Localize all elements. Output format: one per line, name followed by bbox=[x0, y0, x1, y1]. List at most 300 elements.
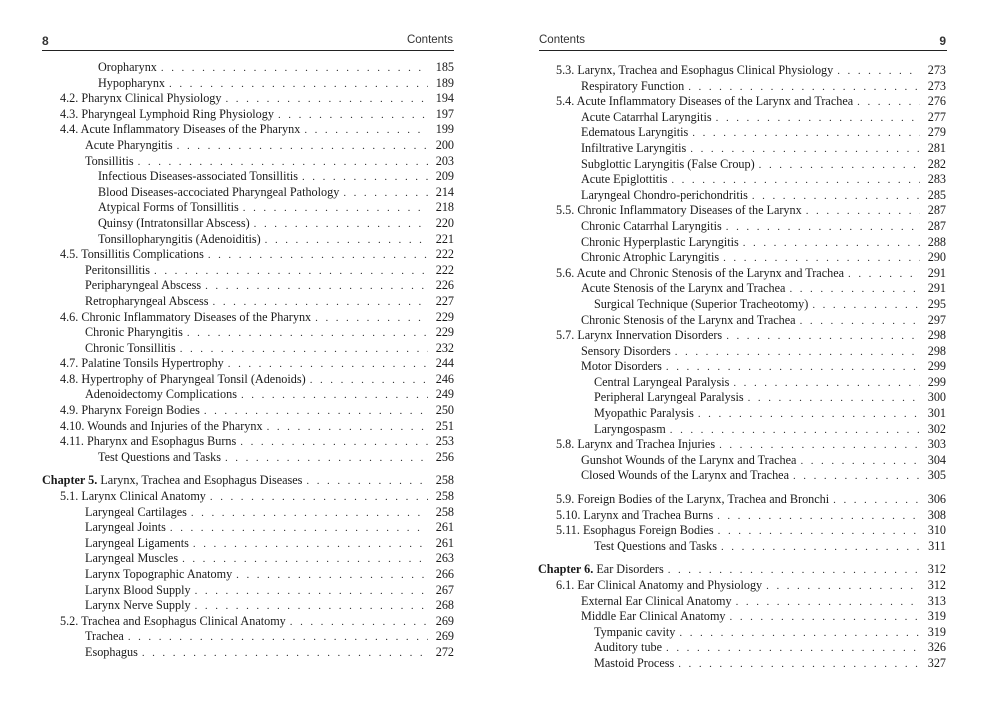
toc-page-number: 305 bbox=[927, 468, 946, 483]
entry-text: Subglottic Laryngitis (False Croup) bbox=[581, 156, 755, 171]
entry-text: Chronic Pharyngitis bbox=[85, 325, 183, 340]
toc-entry[interactable] bbox=[538, 422, 946, 438]
entry-text: Larynx Nerve Supply bbox=[85, 598, 191, 613]
dot-leader bbox=[743, 236, 920, 252]
toc-entry[interactable] bbox=[42, 403, 454, 419]
toc-entry[interactable] bbox=[538, 437, 946, 453]
dot-leader bbox=[733, 376, 920, 392]
entry-text: 5.6. Acute and Chronic Stenosis of the Larynx and Trachea bbox=[556, 265, 845, 280]
entry-text: Blood Diseases-accociated Pharyngeal Pathology bbox=[98, 184, 340, 199]
toc-entry[interactable] bbox=[538, 375, 946, 391]
toc-entry[interactable] bbox=[42, 185, 454, 201]
toc-entry[interactable] bbox=[538, 172, 946, 188]
entry-text: Chronic Catarrhal Laryngitis bbox=[581, 218, 722, 233]
toc-entry-title bbox=[556, 203, 802, 219]
toc-page-number: 306 bbox=[927, 492, 946, 507]
toc-entry[interactable] bbox=[42, 387, 454, 403]
toc-entry[interactable] bbox=[42, 122, 454, 138]
dot-leader bbox=[726, 329, 920, 345]
toc-entry-title bbox=[60, 310, 311, 326]
toc-page-number: 221 bbox=[435, 231, 454, 246]
toc-entry[interactable] bbox=[42, 567, 454, 583]
dot-leader bbox=[208, 248, 428, 264]
dot-leader bbox=[833, 493, 920, 509]
toc-entry[interactable] bbox=[42, 263, 454, 279]
toc-entry-title bbox=[556, 266, 844, 282]
toc-page-number: 199 bbox=[435, 122, 454, 137]
entry-text: Gunshot Wounds of the Larynx and Trachea bbox=[581, 452, 797, 467]
header-rule bbox=[42, 50, 454, 51]
toc-entry-title bbox=[85, 536, 189, 552]
toc-page-number: 232 bbox=[435, 340, 454, 355]
toc-entry[interactable] bbox=[538, 539, 946, 555]
toc-entry[interactable] bbox=[538, 359, 946, 375]
toc-page-number: 229 bbox=[435, 325, 454, 340]
toc-entry[interactable] bbox=[42, 489, 454, 505]
dot-leader bbox=[688, 80, 920, 96]
entry-text: Respiratory Function bbox=[581, 78, 685, 93]
dot-leader bbox=[210, 490, 428, 506]
entry-text: 4.8. Hypertrophy of Pharyngeal Tonsil (Adenoids) bbox=[60, 371, 306, 386]
entry-text: Larynx Topographic Anatomy bbox=[85, 567, 233, 581]
dot-leader bbox=[180, 342, 428, 358]
toc-entry-title bbox=[581, 359, 662, 375]
entry-text: Central Laryngeal Paralysis bbox=[594, 374, 730, 389]
toc-entry[interactable] bbox=[42, 169, 454, 185]
toc-entry[interactable] bbox=[42, 551, 454, 567]
entry-text: Chronic Tonsillitis bbox=[85, 340, 176, 355]
toc-entry-title bbox=[556, 578, 762, 594]
dot-leader bbox=[228, 357, 428, 373]
entry-text: 5.11. Esophagus Foreign Bodies bbox=[556, 523, 714, 538]
toc-page-number: 249 bbox=[435, 387, 454, 402]
dot-leader bbox=[182, 552, 428, 568]
toc-entry[interactable] bbox=[42, 614, 454, 630]
dot-leader bbox=[690, 142, 920, 158]
toc-entry-title bbox=[85, 520, 166, 536]
toc-entry-title bbox=[85, 505, 187, 521]
entry-text: Larynx Blood Supply bbox=[85, 582, 191, 597]
dot-leader bbox=[736, 595, 920, 611]
toc-entry[interactable] bbox=[42, 232, 454, 248]
toc-entry[interactable] bbox=[42, 450, 454, 466]
toc-entry[interactable] bbox=[538, 492, 946, 508]
toc-page-number: 226 bbox=[435, 278, 454, 293]
toc-entry[interactable] bbox=[538, 141, 946, 157]
dot-leader bbox=[848, 267, 920, 283]
dot-leader bbox=[719, 438, 920, 454]
toc-entry[interactable] bbox=[42, 76, 454, 92]
toc-entry[interactable] bbox=[42, 598, 454, 614]
entry-text: Trachea bbox=[85, 629, 124, 644]
toc-page-number: 299 bbox=[927, 359, 946, 374]
dot-leader bbox=[161, 61, 428, 77]
toc-entry[interactable] bbox=[538, 390, 946, 406]
entry-text: Surgical Technique (Superior Tracheotomy) bbox=[594, 296, 809, 311]
toc-entry[interactable] bbox=[538, 203, 946, 219]
dot-leader bbox=[717, 509, 920, 525]
dot-leader bbox=[315, 311, 428, 327]
dot-leader bbox=[812, 298, 920, 314]
toc-page-number: 209 bbox=[435, 169, 454, 184]
toc-entry[interactable] bbox=[42, 629, 454, 645]
dot-leader bbox=[723, 251, 920, 267]
toc-page-number: 267 bbox=[435, 582, 454, 597]
toc-entry[interactable] bbox=[538, 79, 946, 95]
toc-entry-title bbox=[98, 60, 157, 76]
toc-entry[interactable] bbox=[42, 356, 454, 372]
toc-entry[interactable] bbox=[538, 266, 946, 282]
toc-entry-title bbox=[60, 434, 236, 450]
toc-entry-title bbox=[60, 489, 206, 505]
entry-text: 5.9. Foreign Bodies of the Larynx, Trachea and Bronchi bbox=[556, 492, 830, 507]
dot-leader bbox=[267, 420, 428, 436]
toc-page-number: 261 bbox=[435, 520, 454, 535]
toc-entry-title bbox=[60, 419, 263, 435]
toc-entry[interactable] bbox=[538, 250, 946, 266]
entry-text: Laryngeal Muscles bbox=[85, 551, 179, 566]
toc-page-number: 313 bbox=[927, 593, 946, 608]
toc-entry-title bbox=[581, 609, 726, 625]
toc-entry-title bbox=[581, 110, 712, 126]
toc-page-number: 310 bbox=[927, 523, 946, 538]
running-header: Contents bbox=[406, 34, 453, 46]
entry-text: 4.11. Pharynx and Esophagus Burns bbox=[60, 434, 237, 449]
toc-entry-title bbox=[581, 235, 739, 251]
toc-entry[interactable] bbox=[538, 125, 946, 141]
entry-text: Atypical Forms of Tonsillitis bbox=[98, 200, 239, 215]
dot-leader bbox=[837, 64, 920, 80]
toc-entry[interactable] bbox=[538, 328, 946, 344]
toc-entry-title bbox=[581, 125, 688, 141]
entry-text: Chronic Atrophic Laryngitis bbox=[581, 250, 720, 265]
toc-entry-title bbox=[98, 216, 250, 232]
toc-page-number: 299 bbox=[927, 374, 946, 389]
toc-entry[interactable] bbox=[42, 505, 454, 521]
toc-entry-title bbox=[85, 551, 178, 567]
entry-text: Adenoidectomy Complications bbox=[85, 387, 237, 402]
toc-entry[interactable] bbox=[42, 278, 454, 294]
dot-leader bbox=[290, 615, 428, 631]
toc-entry-title bbox=[85, 138, 173, 154]
toc-page-number: 291 bbox=[927, 265, 946, 280]
toc-entry[interactable] bbox=[538, 281, 946, 297]
toc-entry[interactable] bbox=[538, 625, 946, 641]
toc-page-number: 302 bbox=[927, 421, 946, 436]
dot-leader bbox=[225, 92, 428, 108]
toc-page-number: 258 bbox=[435, 504, 454, 519]
entry-text: 4.6. Chronic Inflammatory Diseases of the Pharynx bbox=[60, 309, 312, 324]
toc-entry[interactable] bbox=[42, 107, 454, 123]
dot-leader bbox=[716, 111, 920, 127]
toc-page-number: 276 bbox=[927, 94, 946, 109]
dot-leader bbox=[721, 540, 920, 556]
dot-leader bbox=[304, 123, 428, 139]
toc-entry-title bbox=[85, 341, 176, 357]
dot-leader bbox=[759, 158, 920, 174]
toc-entry-title bbox=[85, 294, 209, 310]
toc-entry[interactable] bbox=[538, 63, 946, 79]
toc-page-number: 277 bbox=[927, 109, 946, 124]
toc-page-number: 189 bbox=[435, 75, 454, 90]
toc-entry-title bbox=[594, 390, 744, 406]
toc-entry[interactable] bbox=[538, 297, 946, 313]
dot-leader bbox=[857, 95, 920, 111]
dot-leader bbox=[225, 451, 428, 467]
toc-entry[interactable] bbox=[538, 656, 946, 672]
toc-entry-title bbox=[60, 403, 200, 419]
toc-entry[interactable] bbox=[538, 578, 946, 594]
toc-page-number: 227 bbox=[435, 293, 454, 308]
entry-text: Hypopharynx bbox=[98, 75, 166, 90]
toc-page-number: 185 bbox=[435, 60, 454, 74]
toc-entry[interactable] bbox=[538, 406, 946, 422]
toc-entry-title bbox=[556, 94, 853, 110]
dot-leader bbox=[195, 584, 428, 600]
toc-page-number: 261 bbox=[435, 535, 454, 550]
entry-text: Chronic Stenosis of the Larynx and Trachea bbox=[581, 312, 796, 327]
toc-entry-title bbox=[85, 325, 183, 341]
entry-text: 5.2. Trachea and Esophagus Clinical Anatomy bbox=[60, 613, 286, 628]
entry-text: Laryngeal Joints bbox=[85, 520, 166, 535]
entry-text: Peripharyngeal Abscess bbox=[85, 278, 202, 293]
toc-entry[interactable] bbox=[538, 110, 946, 126]
toc-page-number: 285 bbox=[927, 187, 946, 202]
entry-text: 5.1. Larynx Clinical Anatomy bbox=[60, 489, 206, 504]
dot-leader bbox=[213, 295, 428, 311]
toc-entry[interactable] bbox=[42, 216, 454, 232]
toc-page-number: 273 bbox=[927, 78, 946, 93]
toc-entry[interactable] bbox=[42, 294, 454, 310]
toc-entry[interactable] bbox=[538, 188, 946, 204]
toc-entry[interactable] bbox=[538, 235, 946, 251]
toc-entry[interactable] bbox=[538, 453, 946, 469]
dot-leader bbox=[675, 345, 920, 361]
toc-entry[interactable] bbox=[538, 344, 946, 360]
toc-entry[interactable] bbox=[42, 91, 454, 107]
dot-leader bbox=[254, 217, 428, 233]
toc-entry[interactable] bbox=[538, 508, 946, 524]
toc-entry-title bbox=[60, 614, 286, 630]
toc-entry-title bbox=[556, 492, 829, 508]
page-number: 9 bbox=[939, 34, 946, 48]
dot-leader bbox=[692, 126, 920, 142]
toc-entry[interactable] bbox=[42, 247, 454, 263]
toc-entry[interactable] bbox=[42, 520, 454, 536]
dot-leader bbox=[204, 404, 428, 420]
toc-page-number: 222 bbox=[435, 262, 454, 277]
entry-text: Acute Epiglottitis bbox=[581, 172, 668, 187]
toc-entry[interactable] bbox=[538, 523, 946, 539]
toc-entry[interactable] bbox=[538, 609, 946, 625]
toc-entry-title bbox=[60, 107, 274, 123]
toc-page-number: 246 bbox=[435, 371, 454, 386]
toc-page-number: 311 bbox=[928, 538, 946, 553]
dot-leader bbox=[236, 568, 428, 584]
section-gap bbox=[538, 554, 946, 562]
dot-leader bbox=[138, 155, 428, 171]
entry-text: Retropharyngeal Abscess bbox=[85, 293, 209, 308]
entry-text: 4.10. Wounds and Injuries of the Pharynx bbox=[60, 418, 263, 433]
toc-page-number: 319 bbox=[927, 609, 946, 624]
toc-entry-title bbox=[594, 375, 729, 391]
toc-entry-title bbox=[581, 188, 748, 204]
toc-entry-title bbox=[85, 387, 237, 403]
toc-entry[interactable] bbox=[42, 536, 454, 552]
dot-leader bbox=[666, 360, 920, 376]
toc-page-number: 298 bbox=[927, 328, 946, 343]
toc-entry-title bbox=[85, 567, 232, 583]
toc-page-number: 273 bbox=[927, 63, 946, 77]
toc-entry[interactable] bbox=[42, 60, 454, 76]
toc-entry-title bbox=[556, 523, 714, 539]
toc-page-number: 287 bbox=[927, 218, 946, 233]
dot-leader bbox=[265, 233, 428, 249]
toc-list bbox=[42, 60, 454, 661]
toc-page-number: 304 bbox=[927, 452, 946, 467]
toc-page-number: 244 bbox=[435, 356, 454, 371]
toc-entry-title bbox=[85, 154, 134, 170]
toc-entry[interactable] bbox=[42, 200, 454, 216]
entry-text: Larynx, Trachea and Esophagus Diseases bbox=[100, 473, 303, 488]
toc-entry-title bbox=[556, 63, 833, 79]
toc-page-number: 251 bbox=[435, 418, 454, 433]
toc-page-number: 312 bbox=[927, 578, 946, 592]
toc-entry[interactable] bbox=[42, 645, 454, 661]
entry-text: Mastoid Process bbox=[594, 655, 675, 670]
chapter-label: Chapter 6. bbox=[538, 562, 594, 577]
entry-text: Laryngeal Chondro-perichondritis bbox=[581, 187, 748, 202]
toc-entry[interactable] bbox=[42, 434, 454, 450]
toc-entry-title bbox=[98, 232, 261, 248]
entry-text: Oropharynx bbox=[98, 60, 157, 74]
toc-entry[interactable] bbox=[538, 594, 946, 610]
entry-text: Tonsillitis bbox=[85, 153, 134, 168]
toc-page-number: 298 bbox=[927, 343, 946, 358]
entry-text: 5.8. Larynx and Trachea Injuries bbox=[556, 437, 716, 452]
dot-leader bbox=[241, 388, 428, 404]
dot-leader bbox=[730, 610, 920, 626]
toc-entry-title bbox=[85, 263, 150, 279]
toc-page-number: 253 bbox=[435, 434, 454, 449]
dot-leader bbox=[240, 435, 428, 451]
toc-entry-title bbox=[594, 297, 808, 313]
toc-entry[interactable] bbox=[538, 313, 946, 329]
dot-leader bbox=[343, 186, 428, 202]
toc-entry-title bbox=[85, 645, 138, 661]
dot-leader bbox=[310, 373, 428, 389]
entry-text: 5.3. Larynx, Trachea and Esophagus Clinical Physiology bbox=[556, 63, 834, 77]
dot-leader bbox=[302, 170, 428, 186]
toc-page-number: 287 bbox=[927, 203, 946, 218]
toc-entry[interactable] bbox=[538, 640, 946, 656]
entry-text: Closed Wounds of the Larynx and Trachea bbox=[581, 468, 789, 483]
entry-text: Test Questions and Tasks bbox=[98, 449, 221, 464]
toc-entry-title bbox=[98, 200, 239, 216]
toc-entry-title bbox=[594, 539, 717, 555]
dot-leader bbox=[128, 630, 428, 646]
dot-leader bbox=[679, 626, 920, 642]
toc-entry-title bbox=[85, 583, 191, 599]
entry-text: 4.5. Tonsillitis Complications bbox=[60, 247, 204, 262]
toc-entry[interactable] bbox=[42, 372, 454, 388]
page-number: 8 bbox=[42, 34, 49, 48]
section-gap bbox=[538, 484, 946, 492]
toc-page-number: 303 bbox=[927, 437, 946, 452]
dot-leader bbox=[195, 599, 428, 615]
toc-entry[interactable] bbox=[42, 154, 454, 170]
toc-entry-title bbox=[60, 372, 306, 388]
toc-entry-title bbox=[556, 328, 722, 344]
toc-page-number: 282 bbox=[927, 156, 946, 171]
toc-entry[interactable] bbox=[538, 157, 946, 173]
toc-entry-title bbox=[60, 247, 204, 263]
dot-leader bbox=[154, 264, 428, 280]
dot-leader bbox=[698, 407, 920, 423]
toc-entry-title bbox=[85, 629, 124, 645]
entry-text: 5.4. Acute Inflammatory Diseases of the Larynx and Trachea bbox=[556, 94, 854, 109]
toc-entry[interactable] bbox=[42, 583, 454, 599]
toc-entry-title bbox=[581, 468, 789, 484]
toc-page-number: 269 bbox=[435, 613, 454, 628]
toc-entry[interactable] bbox=[42, 310, 454, 326]
toc-entry[interactable] bbox=[42, 419, 454, 435]
toc-entry-title bbox=[85, 598, 191, 614]
entry-text: 5.7. Larynx Innervation Disorders bbox=[556, 328, 723, 343]
toc-page-number: 290 bbox=[927, 250, 946, 265]
dot-leader bbox=[806, 204, 920, 220]
toc-page-number: 288 bbox=[927, 234, 946, 249]
toc-page-number: 295 bbox=[927, 296, 946, 311]
toc-page-number: 222 bbox=[435, 247, 454, 262]
dot-leader bbox=[666, 641, 920, 657]
toc-entry-title bbox=[581, 281, 785, 297]
toc-chapter-entry[interactable] bbox=[42, 473, 454, 489]
toc-entry[interactable] bbox=[42, 325, 454, 341]
toc-entry-title bbox=[581, 219, 722, 235]
header-rule bbox=[539, 50, 947, 51]
toc-page-number: 308 bbox=[927, 507, 946, 522]
entry-text: 6.1. Ear Clinical Anatomy and Physiology bbox=[556, 578, 763, 592]
toc-chapter-entry[interactable] bbox=[538, 562, 946, 578]
entry-text: Acute Pharyngitis bbox=[85, 137, 173, 152]
dot-leader bbox=[142, 646, 428, 662]
entry-text: Motor Disorders bbox=[581, 359, 662, 374]
toc-entry-title bbox=[594, 640, 662, 656]
toc-entry-title bbox=[581, 172, 667, 188]
toc-entry-title bbox=[98, 169, 298, 185]
toc-page-number: 312 bbox=[927, 562, 946, 577]
toc-page-number: 200 bbox=[435, 137, 454, 152]
entry-text: External Ear Clinical Anatomy bbox=[581, 593, 732, 608]
toc-page-number: 301 bbox=[927, 406, 946, 421]
toc-entry[interactable] bbox=[42, 341, 454, 357]
toc-entry[interactable] bbox=[538, 94, 946, 110]
toc-page-number: 203 bbox=[435, 153, 454, 168]
dot-leader bbox=[191, 506, 428, 522]
toc-page-number: 218 bbox=[435, 200, 454, 215]
dot-leader bbox=[793, 469, 920, 485]
toc-entry[interactable] bbox=[42, 138, 454, 154]
toc-page-number: 197 bbox=[435, 106, 454, 121]
dot-leader bbox=[205, 279, 428, 295]
toc-page-number: 297 bbox=[927, 312, 946, 327]
dot-leader bbox=[726, 220, 920, 236]
toc-page-number: 327 bbox=[927, 655, 946, 670]
toc-entry[interactable] bbox=[538, 468, 946, 484]
toc-page-number: 229 bbox=[435, 309, 454, 324]
toc-entry[interactable] bbox=[538, 219, 946, 235]
